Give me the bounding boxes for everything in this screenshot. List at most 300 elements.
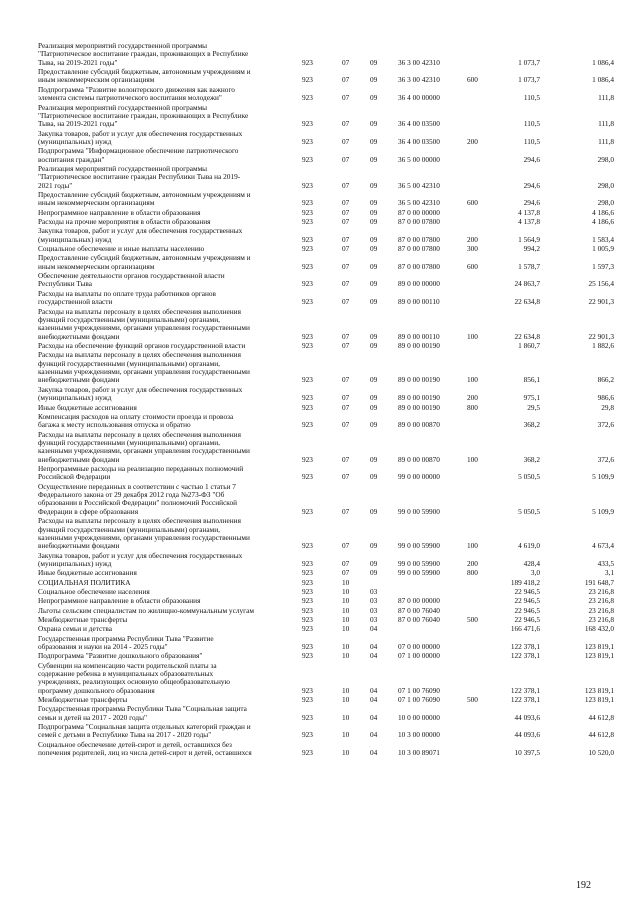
cell-expense-type: 300 [467, 244, 478, 254]
cell-amount-year-2: 22 901,3 [588, 331, 614, 341]
cell-section: 10 [342, 748, 350, 758]
cell-subsection: 09 [370, 75, 378, 85]
cell-section: 07 [342, 217, 350, 227]
cell-subsection: 09 [370, 393, 378, 403]
cell-subsection: 09 [370, 341, 378, 350]
expense-name-line: внебюджетными фондами [38, 454, 120, 464]
table-row [0, 191, 640, 208]
table-row [0, 607, 640, 615]
expense-name-line: учреждениях, реализующих основную общеобразовательную [38, 677, 230, 687]
cell-target-article: 99 0 00 00000 [398, 472, 440, 482]
cell-amount-year-1: 189 418,2 [510, 577, 540, 587]
cell-subsection: 09 [370, 217, 378, 227]
cell-admin: 923 [302, 393, 313, 403]
cell-expense-name [38, 517, 296, 551]
cell-admin: 923 [302, 420, 313, 430]
cell-target-article: 36 4 00 00000 [398, 93, 440, 103]
expense-name-line: Иные бюджетные ассигнования [38, 568, 137, 578]
cell-amount-year-2: 1 583,4 [592, 234, 614, 244]
page-number: 192 [576, 880, 591, 891]
cell-amount-year-1: 428,4 [523, 559, 540, 569]
cell-subsection: 09 [370, 57, 378, 67]
cell-amount-year-2: 5 109,9 [592, 472, 614, 482]
cell-target-article: 36 5 00 00000 [398, 154, 440, 164]
expense-name-line: казенными учреждениями, органами управления государственными [38, 367, 250, 377]
cell-amount-year-1: 24 863,7 [514, 279, 540, 289]
cell-amount-year-2: 23 216,8 [588, 605, 614, 615]
table-row [0, 652, 640, 660]
cell-subsection: 09 [370, 207, 378, 217]
cell-amount-year-2: 111,8 [598, 136, 614, 146]
expense-name-line: Государственная программа Республики Тыва "Социальная защита [38, 704, 247, 714]
cell-admin: 923 [302, 180, 313, 190]
cell-admin: 923 [302, 541, 313, 551]
expense-name-line: Расходы на выплаты персоналу в целях обеспечения выполнения [38, 516, 241, 526]
cell-target-article: 87 0 00 07800 [398, 217, 440, 227]
cell-section: 10 [342, 712, 350, 722]
expense-name-line: Реализация мероприятий государственной программы [38, 102, 208, 112]
cell-expense-type: 200 [467, 136, 478, 146]
cell-expense-name [38, 104, 296, 129]
cell-target-article: 89 0 00 00000 [398, 279, 440, 289]
cell-subsection: 09 [370, 198, 378, 208]
table-row [0, 662, 640, 696]
expense-name-line: Государственная программа Республики Тыва "Развитие [38, 633, 214, 643]
cell-amount-year-1: 1 073,7 [518, 75, 540, 85]
cell-section: 07 [342, 119, 350, 129]
table-row [0, 723, 640, 740]
cell-expense-name [38, 597, 296, 605]
table-row [0, 588, 640, 596]
table-row [0, 42, 640, 67]
cell-amount-year-2: 10 520,0 [588, 748, 614, 758]
table-row [0, 218, 640, 226]
cell-amount-year-1: 166 471,6 [510, 624, 540, 634]
cell-amount-year-1: 22 634,8 [514, 297, 540, 307]
expense-name-line: Социальное обеспечение детей-сирот и детей, оставшихся без [38, 739, 232, 749]
cell-section: 07 [342, 75, 350, 85]
table-row [0, 147, 640, 164]
cell-amount-year-1: 22 634,8 [514, 331, 540, 341]
cell-section: 07 [342, 198, 350, 208]
cell-amount-year-1: 122 378,1 [510, 695, 540, 704]
expense-name-line: иным некоммерческим организациям [38, 75, 155, 85]
expense-name-line: Закупка товаров, работ и услуг для обеспечения государственных [38, 128, 243, 138]
cell-amount-year-2: 23 216,8 [588, 614, 614, 624]
cell-target-article: 10 3 00 00000 [398, 730, 440, 740]
table-row [0, 342, 640, 350]
expense-name-line: Расходы на выплаты по оплате труда работников органов [38, 288, 216, 298]
expense-name-line: воспитания граждан" [38, 154, 105, 164]
expense-name-line: СОЦИАЛЬНАЯ ПОЛИТИКА [38, 577, 131, 587]
cell-target-article: 89 0 00 00190 [398, 393, 440, 403]
cell-section: 10 [342, 614, 350, 624]
cell-section: 07 [342, 506, 350, 516]
cell-amount-year-1: 294,6 [523, 154, 540, 164]
cell-amount-year-2: 433,5 [597, 559, 614, 569]
expense-name-line: Иные бюджетные ассигнования [38, 402, 137, 412]
cell-amount-year-2: 372,6 [597, 454, 614, 464]
cell-expense-name [38, 696, 296, 704]
cell-target-article: 99 0 00 59900 [398, 541, 440, 551]
table-row [0, 245, 640, 253]
table-row [0, 483, 640, 517]
table-row [0, 552, 640, 569]
expense-name-line: Расходы на обеспечение функций органов государственной власти [38, 341, 246, 350]
expense-name-line: казенными учреждениями, органами управления государственными [38, 446, 250, 456]
cell-subsection: 03 [370, 596, 378, 606]
cell-section: 07 [342, 57, 350, 67]
cell-subsection: 09 [370, 506, 378, 516]
cell-expense-name [38, 465, 296, 482]
cell-amount-year-2: 44 612,8 [588, 712, 614, 722]
cell-admin: 923 [302, 605, 313, 615]
cell-target-article: 99 0 00 59900 [398, 568, 440, 578]
cell-admin: 923 [302, 402, 313, 412]
cell-admin: 923 [302, 695, 313, 704]
cell-admin: 923 [302, 568, 313, 578]
table-row [0, 68, 640, 85]
cell-section: 07 [342, 420, 350, 430]
expense-name-line: Компенсация расходов на оплату стоимости проезда и провоза [38, 411, 234, 421]
cell-admin: 923 [302, 331, 313, 341]
cell-amount-year-2: 298,0 [597, 154, 614, 164]
cell-target-article: 87 0 00 07800 [398, 234, 440, 244]
expense-name-line: Расходы на выплаты персоналу в целях обеспечения выполнения [38, 429, 241, 439]
cell-admin: 923 [302, 506, 313, 516]
cell-admin: 923 [302, 93, 313, 103]
cell-subsection: 09 [370, 297, 378, 307]
cell-amount-year-1: 368,2 [523, 420, 540, 430]
cell-amount-year-1: 5 050,5 [518, 472, 540, 482]
cell-amount-year-1: 4 619,0 [518, 541, 540, 551]
cell-amount-year-1: 122 378,1 [510, 641, 540, 651]
expense-name-line: Социальное обеспечение населения [38, 587, 150, 596]
cell-amount-year-1: 368,2 [523, 454, 540, 464]
expense-name-line: Субвенции на компенсацию части родительской платы за [38, 660, 217, 670]
cell-admin: 923 [302, 596, 313, 606]
cell-amount-year-2: 4 673,4 [592, 541, 614, 551]
cell-subsection: 03 [370, 614, 378, 624]
cell-target-article: 10 3 00 89071 [398, 748, 440, 758]
cell-section: 07 [342, 568, 350, 578]
expense-name-line: Социальное обеспечение и иные выплаты населению [38, 244, 205, 254]
cell-amount-year-2: 298,0 [597, 180, 614, 190]
cell-target-article: 87 0 00 76040 [398, 605, 440, 615]
expense-name-line: иным некоммерческим организациям [38, 261, 155, 271]
cell-subsection: 04 [370, 624, 378, 634]
cell-expense-name [38, 227, 296, 244]
cell-amount-year-1: 22 946,5 [514, 596, 540, 606]
cell-amount-year-2: 1 086,4 [592, 75, 614, 85]
expense-name-line: Закупка товаров, работ и услуг для обеспечения государственных [38, 550, 243, 560]
cell-section: 07 [342, 154, 350, 164]
cell-expense-name [38, 579, 296, 587]
cell-expense-name [38, 552, 296, 569]
cell-subsection: 09 [370, 559, 378, 569]
cell-section: 07 [342, 180, 350, 190]
expense-name-line: багажа к месту использования отпуска и обратно [38, 420, 191, 430]
cell-amount-year-2: 44 612,8 [588, 730, 614, 740]
table-row [0, 86, 640, 103]
cell-admin: 923 [302, 217, 313, 227]
cell-expense-name [38, 483, 296, 517]
expense-name-line: казенными учреждениями, органами управления государственными [38, 532, 250, 542]
cell-amount-year-1: 22 946,5 [514, 605, 540, 615]
cell-admin: 923 [302, 559, 313, 569]
cell-subsection: 09 [370, 541, 378, 551]
expense-name-line: Федерального закона от 29 декабря 2012 года №273-ФЗ "Об [38, 490, 225, 500]
cell-expense-name [38, 705, 296, 722]
expense-name-line: Реализация мероприятий государственной программы [38, 41, 208, 50]
cell-target-article: 99 0 00 59900 [398, 506, 440, 516]
cell-section: 10 [342, 596, 350, 606]
cell-expense-name [38, 245, 296, 253]
table-row [0, 351, 640, 385]
cell-target-article: 36 3 00 42310 [398, 57, 440, 67]
cell-amount-year-2: 25 156,4 [588, 279, 614, 289]
cell-admin: 923 [302, 730, 313, 740]
cell-target-article: 07 1 00 76090 [398, 685, 440, 695]
cell-admin: 923 [302, 297, 313, 307]
expense-name-line: Подпрограмма "Развитие дошкольного образования" [38, 651, 203, 661]
cell-subsection: 09 [370, 472, 378, 482]
cell-amount-year-2: 4 186,6 [592, 217, 614, 227]
cell-expense-name [38, 209, 296, 217]
table-row [0, 705, 640, 722]
cell-target-article: 89 0 00 00870 [398, 454, 440, 464]
expense-name-line: Республики Тыва [38, 279, 93, 289]
cell-subsection: 04 [370, 730, 378, 740]
cell-expense-name [38, 218, 296, 226]
cell-subsection: 09 [370, 93, 378, 103]
table-row [0, 625, 640, 633]
cell-amount-year-2: 23 216,8 [588, 596, 614, 606]
cell-subsection: 09 [370, 234, 378, 244]
cell-admin: 923 [302, 279, 313, 289]
cell-amount-year-1: 22 946,5 [514, 614, 540, 624]
table-row [0, 597, 640, 605]
cell-expense-name [38, 130, 296, 147]
cell-expense-name [38, 290, 296, 307]
cell-expense-name [38, 741, 296, 758]
cell-subsection: 09 [370, 375, 378, 385]
cell-amount-year-2: 123 819,1 [584, 641, 614, 651]
expense-name-line: Подпрограмма "Развитие волонтерского движения как важного [38, 84, 235, 94]
expense-name-line: функций государственными (муниципальными) органами, [38, 437, 220, 447]
expense-name-line: государственной власти [38, 297, 113, 307]
expense-name-line: (муниципальных) нужд [38, 393, 112, 403]
cell-expense-name [38, 272, 296, 289]
table-row [0, 227, 640, 244]
cell-section: 07 [342, 331, 350, 341]
expense-name-line: содержание ребенка в муниципальных образовательных [38, 668, 214, 678]
cell-amount-year-2: 298,0 [597, 198, 614, 208]
cell-amount-year-1: 44 093,6 [514, 712, 540, 722]
cell-amount-year-1: 110,5 [523, 136, 540, 146]
cell-section: 07 [342, 393, 350, 403]
table-row [0, 517, 640, 551]
cell-admin: 923 [302, 198, 313, 208]
cell-admin: 923 [302, 57, 313, 67]
cell-expense-name [38, 42, 296, 67]
cell-amount-year-1: 3,0 [530, 568, 540, 578]
cell-amount-year-1: 1 073,7 [518, 57, 540, 67]
cell-target-article: 87 0 00 76040 [398, 614, 440, 624]
cell-section: 10 [342, 587, 350, 596]
cell-expense-name [38, 652, 296, 660]
cell-subsection: 03 [370, 587, 378, 596]
expense-name-line: 2021 годы" [38, 180, 73, 190]
cell-admin: 923 [302, 472, 313, 482]
cell-target-article: 87 0 00 07800 [398, 261, 440, 271]
cell-amount-year-1: 29,5 [527, 402, 540, 412]
cell-amount-year-1: 10 397,5 [514, 748, 540, 758]
cell-expense-name [38, 569, 296, 577]
cell-expense-type: 800 [467, 402, 478, 412]
cell-amount-year-2: 1 005,9 [592, 244, 614, 254]
cell-amount-year-1: 44 093,6 [514, 730, 540, 740]
cell-target-article: 36 4 00 03500 [398, 119, 440, 129]
expense-name-line: Российской Федерации [38, 472, 111, 482]
table-row [0, 616, 640, 624]
cell-expense-name [38, 86, 296, 103]
cell-amount-year-2: 168 432,0 [584, 624, 614, 634]
cell-expense-name [38, 191, 296, 208]
cell-amount-year-1: 122 378,1 [510, 685, 540, 695]
cell-amount-year-2: 3,1 [604, 568, 614, 578]
cell-expense-name [38, 723, 296, 740]
cell-subsection: 09 [370, 244, 378, 254]
cell-section: 07 [342, 261, 350, 271]
cell-admin: 923 [302, 119, 313, 129]
table-row [0, 431, 640, 465]
expense-name-line: образовании в Российской Федерации" полномочий Российской [38, 498, 238, 508]
expense-name-line: внебюджетными фондами [38, 541, 120, 551]
cell-amount-year-2: 29,8 [601, 402, 614, 412]
expense-name-line: (муниципальных) нужд [38, 234, 112, 244]
cell-admin: 923 [302, 261, 313, 271]
expense-name-line: семьи и детей на 2017 - 2020 годы" [38, 712, 147, 722]
expense-name-line: внебюджетными фондами [38, 375, 120, 385]
expense-name-line: функций государственными (муниципальными) органами, [38, 358, 220, 368]
cell-admin: 923 [302, 641, 313, 651]
cell-expense-name [38, 662, 296, 696]
cell-subsection: 09 [370, 136, 378, 146]
cell-expense-name [38, 635, 296, 652]
expense-name-line: Федерации в сфере образования [38, 506, 139, 516]
cell-amount-year-1: 110,5 [523, 119, 540, 129]
cell-section: 07 [342, 402, 350, 412]
cell-subsection: 09 [370, 154, 378, 164]
cell-amount-year-2: 111,8 [598, 119, 614, 129]
cell-expense-name [38, 413, 296, 430]
expense-name-line: Предоставление субсидий бюджетным, автономным учреждениям и [38, 67, 251, 77]
expense-name-line: Закупка товаров, работ и услуг для обеспечения государственных [38, 384, 243, 394]
table-row [0, 635, 640, 652]
cell-section: 07 [342, 559, 350, 569]
cell-amount-year-1: 1 564,9 [518, 234, 540, 244]
cell-section: 10 [342, 624, 350, 634]
expense-name-line: семей с детьми в Республике Тыва на 2017 - 2020 годы" [38, 730, 212, 740]
cell-target-article: 87 0 00 00000 [398, 207, 440, 217]
cell-target-article: 36 5 00 42310 [398, 198, 440, 208]
cell-admin: 923 [302, 614, 313, 624]
cell-amount-year-2: 123 819,1 [584, 685, 614, 695]
expense-name-line: иным некоммерческим организациям [38, 198, 155, 208]
cell-section: 07 [342, 207, 350, 217]
cell-subsection: 09 [370, 331, 378, 341]
cell-section: 10 [342, 641, 350, 651]
cell-section: 07 [342, 375, 350, 385]
cell-expense-name [38, 147, 296, 164]
cell-amount-year-1: 856,1 [523, 375, 540, 385]
table-row [0, 386, 640, 403]
expense-name-line: программу дошкольного образования [38, 685, 155, 695]
cell-expense-name [38, 254, 296, 271]
table-row [0, 579, 640, 587]
cell-subsection: 03 [370, 605, 378, 615]
cell-target-article: 89 0 00 00110 [398, 297, 440, 307]
cell-subsection: 09 [370, 420, 378, 430]
cell-admin: 923 [302, 207, 313, 217]
cell-amount-year-1: 1 578,7 [518, 261, 540, 271]
cell-admin: 923 [302, 748, 313, 758]
cell-amount-year-2: 1 882,6 [592, 341, 614, 350]
cell-section: 07 [342, 279, 350, 289]
cell-subsection: 09 [370, 454, 378, 464]
cell-amount-year-2: 1 086,4 [592, 57, 614, 67]
cell-amount-year-1: 122 378,1 [510, 651, 540, 661]
table-row [0, 404, 640, 412]
cell-expense-type: 200 [467, 234, 478, 244]
expense-name-line: Подпрограмма "Социальная защита отдельных категорий граждан и [38, 722, 251, 731]
cell-section: 07 [342, 541, 350, 551]
cell-subsection: 04 [370, 712, 378, 722]
cell-subsection: 09 [370, 261, 378, 271]
table-row [0, 413, 640, 430]
expense-name-line: Расходы на выплаты персоналу в целях обеспечения выполнения [38, 306, 241, 316]
table-row [0, 569, 640, 577]
cell-expense-type: 200 [467, 393, 478, 403]
expense-name-line: казенными учреждениями, органами управления государственными [38, 323, 250, 333]
expense-name-line: Тыва, на 2019-2021 годы" [38, 57, 118, 67]
cell-target-article: 87 0 00 00000 [398, 596, 440, 606]
cell-admin: 923 [302, 577, 313, 587]
cell-expense-name [38, 607, 296, 615]
table-row [0, 741, 640, 758]
cell-admin: 923 [302, 651, 313, 661]
cell-admin: 923 [302, 454, 313, 464]
expense-name-line: Реализация мероприятий государственной программы [38, 164, 208, 173]
expense-name-line: Непрограммные расходы на реализацию переданных полномочий [38, 464, 244, 473]
cell-amount-year-2: 372,6 [597, 420, 614, 430]
cell-subsection: 09 [370, 402, 378, 412]
cell-expense-name [38, 625, 296, 633]
cell-target-article: 36 4 00 03500 [398, 136, 440, 146]
cell-amount-year-2: 23 216,8 [588, 587, 614, 596]
cell-expense-type: 100 [467, 375, 478, 385]
cell-section: 07 [342, 244, 350, 254]
expense-name-line: Охрана семьи и детства [38, 624, 112, 634]
expense-name-line: Закупка товаров, работ и услуг для обеспечения государственных [38, 226, 243, 236]
table-row [0, 272, 640, 289]
expense-name-line: Непрограммное направление в области образования [38, 207, 201, 217]
cell-amount-year-1: 1 860,7 [518, 341, 540, 350]
cell-amount-year-1: 22 946,5 [514, 587, 540, 596]
cell-target-article: 87 0 00 07800 [398, 244, 440, 254]
expense-name-line: внебюджетными фондами [38, 331, 120, 341]
